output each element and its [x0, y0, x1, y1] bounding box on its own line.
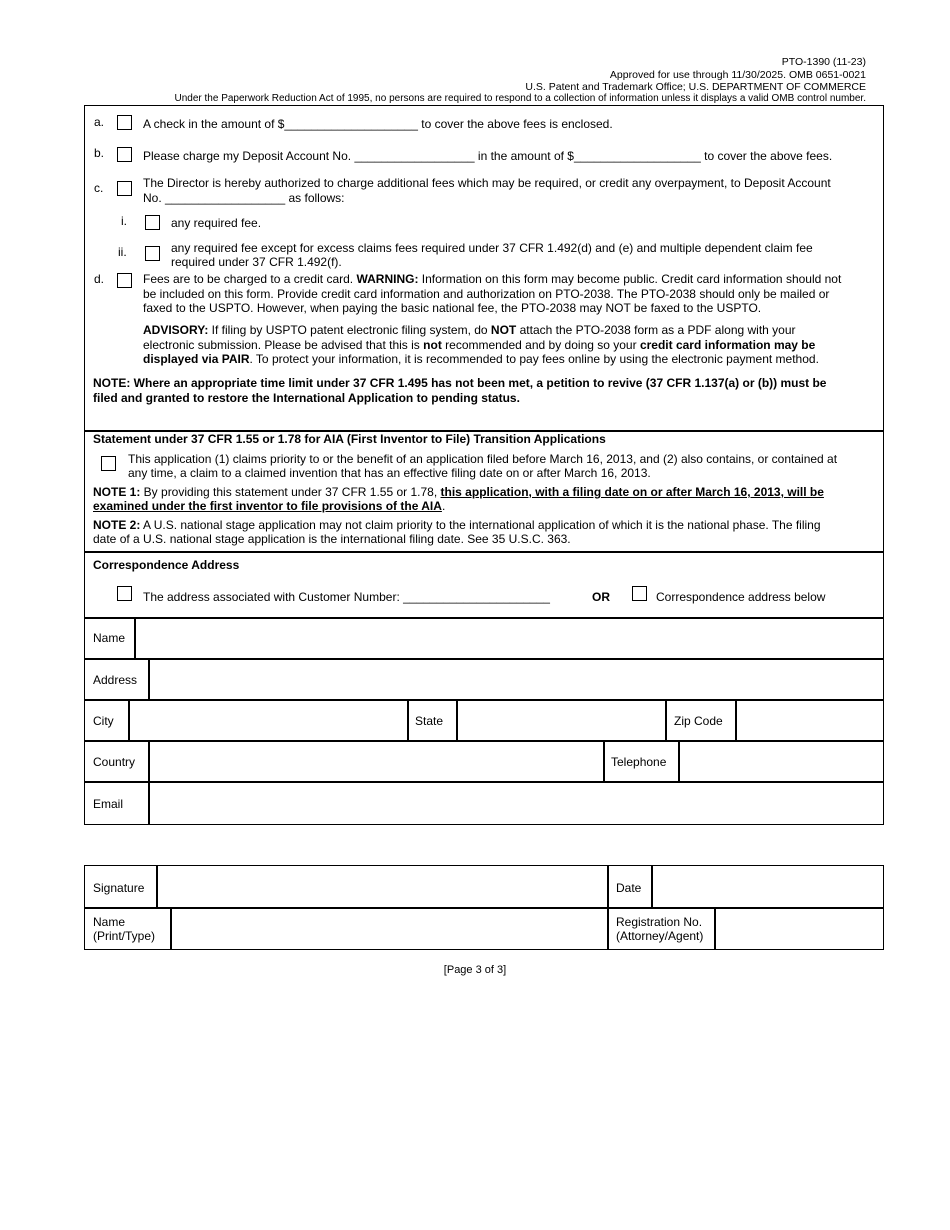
city-field[interactable] [131, 702, 406, 739]
item-ci-label: i. [121, 214, 127, 228]
cell-divider [407, 700, 409, 741]
cell-divider [134, 618, 136, 659]
director-authorized-checkbox[interactable] [117, 181, 132, 196]
telephone-field[interactable] [681, 743, 881, 780]
item-cii-label: ii. [118, 245, 127, 259]
agency-name: U.S. Patent and Trademark Office; U.S. DEPARTMENT OF COMMERCE [525, 81, 866, 93]
cell-divider [665, 700, 667, 741]
fee-except-excess-text-2: required under 37 CFR 1.492(f). [171, 255, 342, 269]
cell-divider [603, 741, 605, 782]
aia-claim-text-2: any time, a claim to a claimed invention that has an effective filing date on or after March 16, 2013. [128, 466, 651, 480]
date-field[interactable] [654, 868, 881, 905]
cell-divider [607, 866, 609, 950]
customer-number-text: The address associated with Customer Number: ______________________ [143, 590, 550, 604]
director-authorized-text-2: No. __________________ as follows: [143, 191, 345, 205]
cell-divider [456, 700, 458, 741]
signature-field[interactable] [159, 868, 606, 905]
registration-label-1: Registration No. [616, 915, 703, 929]
name-field[interactable] [137, 620, 881, 657]
state-field[interactable] [459, 702, 664, 739]
cell-divider [156, 866, 158, 908]
cell-divider [148, 782, 150, 824]
telephone-label: Telephone [611, 755, 667, 769]
advisory-text-1: ADVISORY: If filing by USPTO patent electronic filing system, do NOT attach the PTO-2038 form as a PDF along with your [143, 323, 796, 337]
date-label: Date [616, 881, 642, 895]
fee-except-excess-text-1: any required fee except for excess claims fees required under 37 CFR 1.492(d) and (e) and multiple dependent claim fee [171, 241, 813, 255]
row-divider [84, 740, 884, 742]
address-field[interactable] [151, 661, 881, 698]
aia-claim-text-1: This application (1) claims priority to or the benefit of an application filed before March 16, 2013, and (2) also contains, or contained at [128, 452, 838, 466]
director-authorized-text-1: The Director is hereby authorized to charge additional fees which may be required, or credit any overpayment, to Deposit Account [143, 176, 831, 190]
signer-name-label-1: Name [93, 915, 126, 929]
item-c-label: c. [94, 181, 104, 195]
cell-divider [148, 659, 150, 700]
cell-divider [714, 908, 716, 950]
city-label: City [93, 714, 114, 728]
or-text: OR [592, 590, 610, 604]
zip-label: Zip Code [674, 714, 723, 728]
paperwork-notice: Under the Paperwork Reduction Act of 1995, no persons are required to respond to a collection of information unless it displays a valid OMB control number. [174, 93, 866, 104]
advisory-text-2: electronic submission. Please be advised that this is not recommended and by doing so your credit card information may be [143, 338, 816, 352]
aia-note2-line1: NOTE 2: A U.S. national stage application may not claim priority to the international application of which it is the national phase. The filing [93, 518, 821, 532]
country-label: Country [93, 755, 136, 769]
cell-divider [735, 700, 737, 741]
credit-card-text-2: be included on this form. Provide credit card information and authorization on PTO-2038. The PTO-2038 should only be mailed or [143, 287, 830, 301]
aia-note2-line2: date of a U.S. national stage application is the international filing date. See 35 U.S.C. 363. [93, 532, 571, 546]
cell-divider [148, 741, 150, 782]
deposit-account-text: Please charge my Deposit Account No. __________________ in the amount of $___________________ to cover the above fees. [143, 149, 833, 163]
aia-note1-line2: examined under the first inventor to file provisions of the AIA. [93, 499, 446, 513]
name-label: Name [93, 631, 126, 645]
aia-statement-title: Statement under 37 CFR 1.55 or 1.78 for AIA (First Inventor to File) Transition Applications [93, 432, 606, 446]
form-number: PTO-1390 (11-23) [781, 56, 866, 68]
any-required-fee-checkbox[interactable] [145, 215, 160, 230]
check-enclosed-text: A check in the amount of $____________________ to cover the above fees is enclosed. [143, 117, 613, 131]
any-required-fee-text: any required fee. [171, 216, 262, 230]
item-d-label: d. [94, 272, 105, 286]
customer-number-checkbox[interactable] [117, 586, 132, 601]
check-enclosed-checkbox[interactable] [117, 115, 132, 130]
row-divider [84, 617, 884, 619]
zip-field[interactable] [738, 702, 881, 739]
cell-divider [651, 866, 653, 908]
row-divider [84, 658, 884, 660]
cell-divider [678, 741, 680, 782]
correspondence-title: Correspondence Address [93, 558, 240, 572]
revive-note-1: NOTE: Where an appropriate time limit under 37 CFR 1.495 has not been met, a petition to revive (37 CFR 1.137(a) or (b)) must be [93, 376, 827, 390]
row-divider [84, 699, 884, 701]
row-divider [84, 907, 884, 909]
cell-divider [128, 700, 130, 741]
credit-card-checkbox[interactable] [117, 273, 132, 288]
correspondence-below-checkbox[interactable] [632, 586, 647, 601]
signer-name-field[interactable] [173, 910, 606, 947]
fee-except-excess-checkbox[interactable] [145, 246, 160, 261]
correspondence-below-text: Correspondence address below [656, 590, 826, 604]
cell-divider [170, 908, 172, 950]
aia-note1-line1: NOTE 1: By providing this statement under 37 CFR 1.55 or 1.78, this application, with a filing date on or after March 16, 2013, will be [93, 485, 824, 499]
email-field[interactable] [151, 784, 881, 821]
deposit-account-checkbox[interactable] [117, 147, 132, 162]
country-field[interactable] [151, 743, 601, 780]
email-label: Email [93, 797, 124, 811]
address-label: Address [93, 673, 138, 687]
aia-claim-checkbox[interactable] [101, 456, 116, 471]
row-divider [84, 781, 884, 783]
advisory-text-3: displayed via PAIR. To protect your information, it is recommended to pay fees online by using the electronic payment method. [143, 352, 819, 366]
approval-notice: Approved for use through 11/30/2025. OMB 0651-0021 [609, 69, 866, 81]
credit-card-text-3: faxed to the USPTO. However, when paying the basic national fee, the PTO-2038 may NOT be faxed to the USPTO. [143, 301, 762, 315]
registration-label-2: (Attorney/Agent) [616, 929, 704, 943]
item-b-label: b. [94, 146, 105, 160]
registration-number-field[interactable] [717, 910, 881, 947]
revive-note-2: filed and granted to restore the International Application to pending status. [93, 391, 520, 405]
credit-card-text-1: Fees are to be charged to a credit card. WARNING: Information on this form may become public. Credit card information should not [143, 272, 842, 286]
item-a-label: a. [94, 115, 105, 129]
signature-label: Signature [93, 881, 145, 895]
page-number: [Page 3 of 3] [443, 964, 507, 976]
signer-name-label-2: (Print/Type) [93, 929, 156, 943]
state-label: State [415, 714, 444, 728]
